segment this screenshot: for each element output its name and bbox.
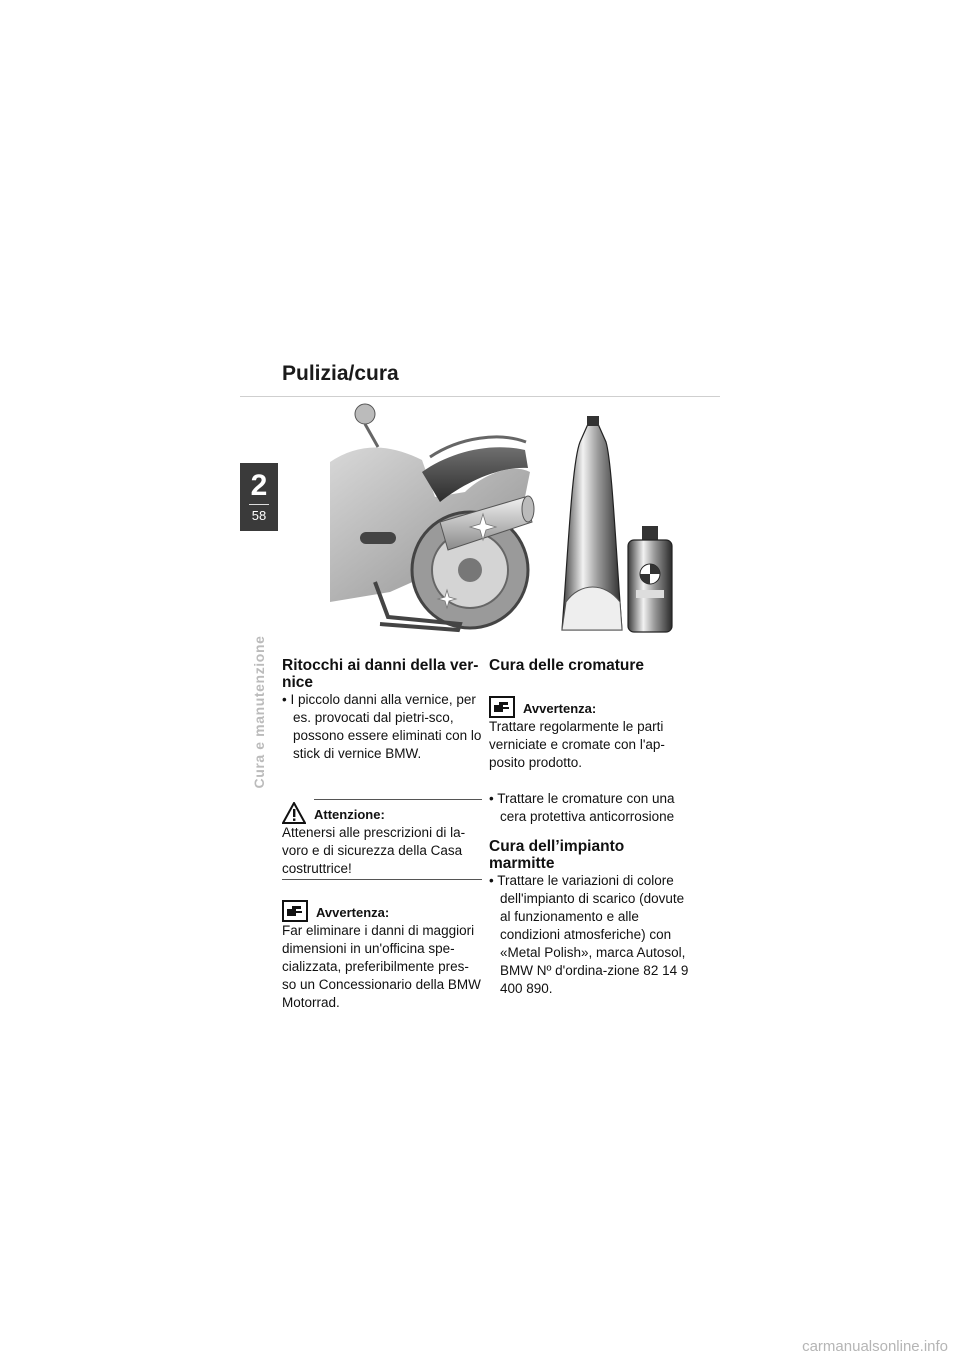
warning-top-rule: [314, 799, 482, 800]
note-text-left: Far eliminare i danni di maggiori dimensioni in un'officina spe-cializzata, preferibilmente pres-so un Concessionario della BMW Motorrad.: [282, 923, 481, 1010]
note-label-left: Avvertenza:: [316, 905, 390, 920]
chrome-bullet: • Trattare le cromature con una cera protettiva anticorrosione: [489, 791, 675, 824]
exhaust-bullet: • Trattare le variazioni di colore dell'impianto di scarico (dovute al funzionamento e alle condizioni atmosferiche) con «Metal Polish», marca Autosol, BMW Nº d'ordina-zione 82 14 9 400 890.: [489, 873, 689, 996]
chapter-side-label: Cura e manutenzione: [251, 635, 267, 789]
note-hand-icon: [282, 900, 308, 922]
warning-label: Attenzione:: [314, 807, 385, 822]
chapter-number: 2: [250, 469, 268, 502]
warning-text: Attenersi alle prescrizioni di la-voro e di sicurezza della Casa costruttrice!: [282, 825, 466, 876]
left-column: [282, 657, 482, 1012]
note-label-right: Avvertenza:: [523, 701, 597, 716]
chapter-tab: [240, 463, 278, 531]
header-rule: [240, 396, 720, 397]
page-number: 58: [251, 508, 267, 523]
section-heading-exhaust: Cura dell’impianto marmitte: [489, 838, 625, 872]
chapter-divider: [249, 504, 269, 505]
page-title: Pulizia/cura: [282, 362, 399, 385]
note-header-right: [489, 696, 689, 718]
warning-header: [282, 802, 482, 824]
section-heading-chrome: Cura delle cromature: [489, 657, 645, 674]
note-hand-icon: [489, 696, 515, 718]
right-column: [489, 657, 689, 998]
warning-bottom-rule: [282, 879, 482, 880]
warning-triangle-icon: [282, 802, 306, 824]
watermark-footer: carmanualsonline.info: [802, 1338, 948, 1355]
note-text-right: Trattare regolarmente le parti verniciate e cromate con l'ap-posito prodotto.: [489, 719, 665, 770]
motorcycle-care-illustration: [330, 402, 690, 634]
paint-bullet: • I piccolo danni alla vernice, per es. provocati dal pietri-sco, possono essere eliminati con lo stick di vernice BMW.: [282, 692, 482, 761]
section-heading-paint: Ritocchi ai danni della ver-nice: [282, 657, 479, 691]
note-header-left: [282, 900, 482, 922]
